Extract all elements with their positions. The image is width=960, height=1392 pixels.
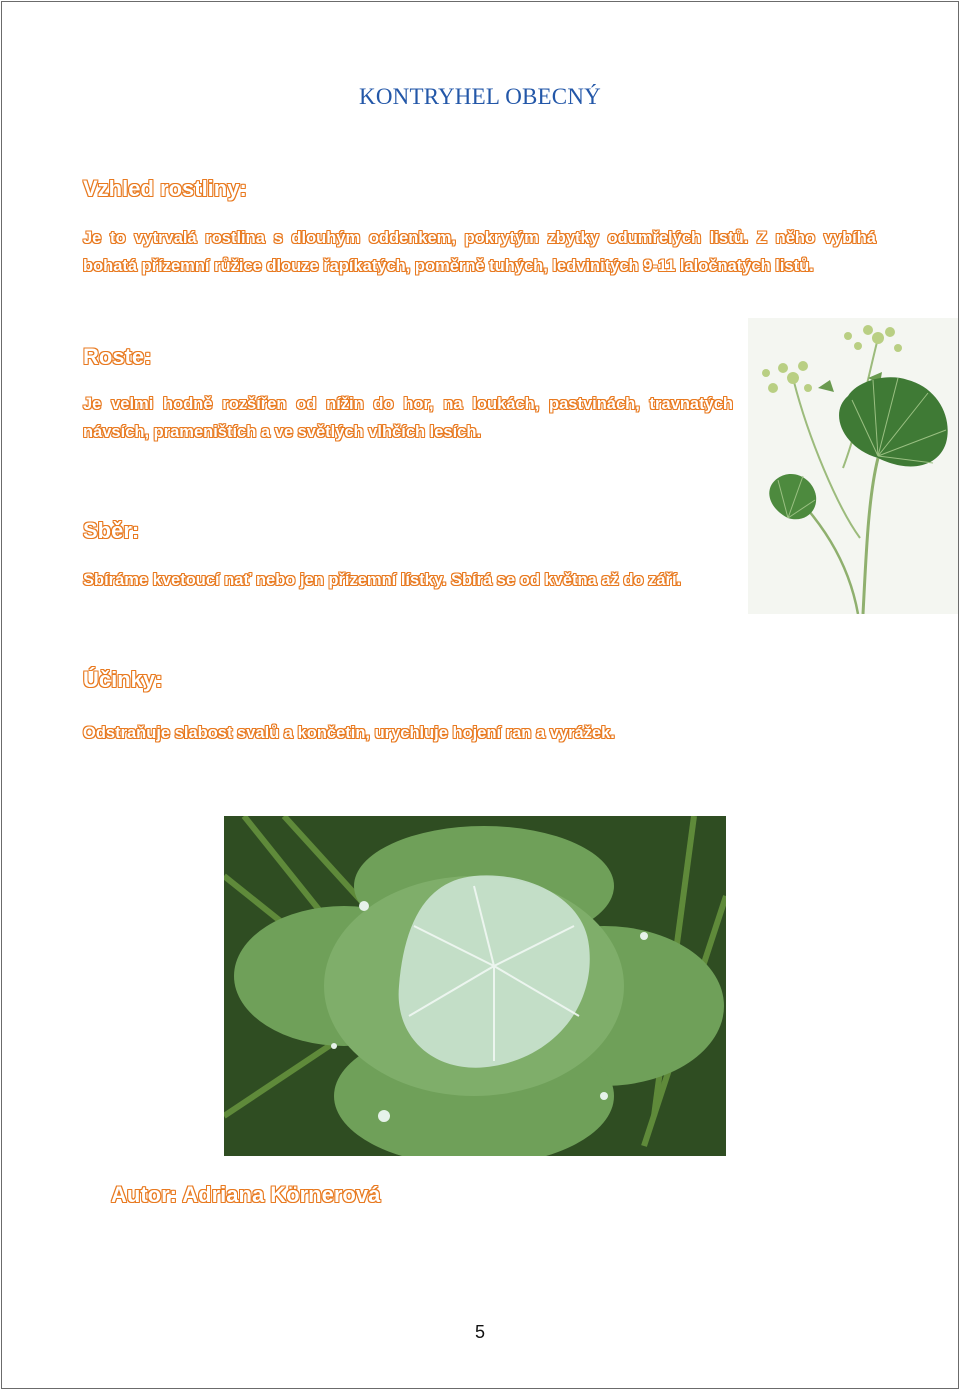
- lady-mantle-leaf-photo-icon: [224, 816, 726, 1156]
- section-heading-appearance: Vzhled rostliny:: [83, 176, 247, 201]
- text-line: Sbíráme kvetoucí nať nebo jen přízemní lístky. Sbírá se od května až do září.: [83, 571, 682, 589]
- text-line: bohatá přízemní růžice dlouze řapíkatých, poměrně tuhých, ledvinitých 9-11 laločnatých listů.: [83, 257, 814, 275]
- page-title: KONTRYHEL OBECNÝ: [359, 84, 601, 109]
- section-heading-grows: Roste:: [83, 344, 152, 369]
- section-text-grows: [83, 390, 733, 446]
- lady-mantle-illustration-icon: [748, 318, 958, 614]
- text-line: návsích, prameništích a ve světlých vlhčích lesích.: [83, 423, 482, 441]
- section-text-appearance: [83, 224, 876, 280]
- text-line: Je to vytrvalá rostlina s dlouhým oddenkem, pokrytým zbytky odumřelých listů. Z něho vybíhá: [83, 229, 876, 247]
- section-text-harvest: [83, 566, 723, 594]
- author: Autor: Adriana Körnerová: [111, 1182, 381, 1207]
- section-text-effects: [83, 719, 703, 747]
- page-border: [1, 1, 959, 1389]
- section-heading-effects: Účinky:: [83, 667, 163, 692]
- text-line: Odstraňuje slabost svalů a končetin, urychluje hojení ran a vyrážek.: [83, 724, 615, 742]
- section-heading-harvest: Sběr:: [83, 518, 140, 543]
- page-number: 5: [474, 1322, 485, 1342]
- text-line: Je velmi hodně rozšířen od nížin do hor, na loukách, pastvinách, travnatých: [83, 395, 733, 413]
